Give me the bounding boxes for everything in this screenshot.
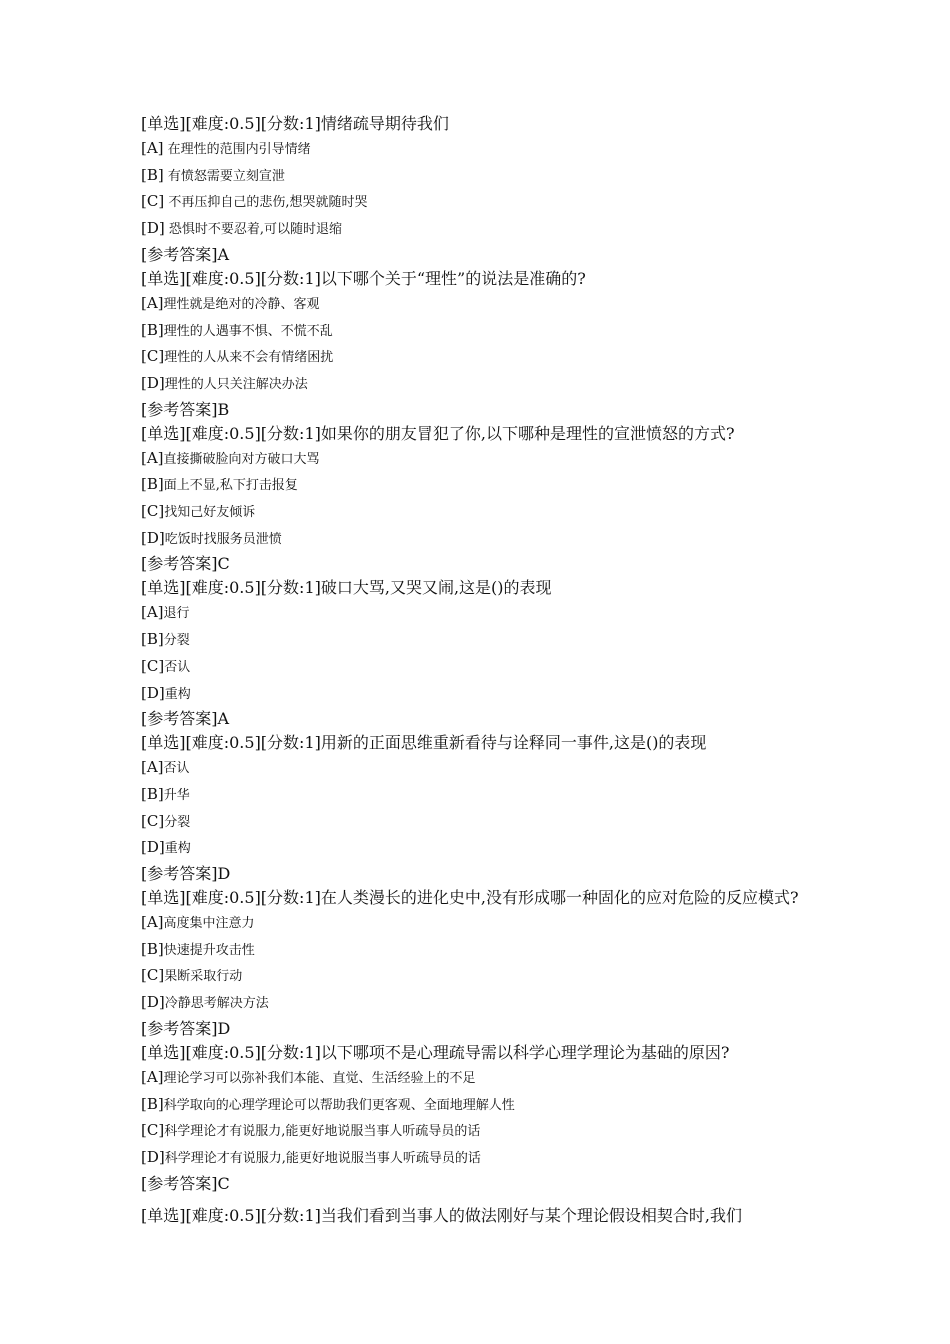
question-stem-truncated: [单选][难度:0.5][分数:1]当我们看到当事人的做法刚好与某个理论假设相契合时,我们 [141, 1205, 742, 1225]
option-c: [C]理性的人从来不会有情绪困扰 [141, 347, 334, 366]
reference-answer: [参考答案]A [141, 709, 230, 729]
option-c: [C]找知己好友倾诉 [141, 502, 256, 521]
option-c: [C]科学理论才有说服力,能更好地说服当事人听疏导员的话 [141, 1121, 481, 1140]
option-d: [D]冷静思考解决方法 [141, 993, 269, 1012]
option-d: [D]吃饭时找服务员泄愤 [141, 528, 282, 547]
option-a: [A]理论学习可以弥补我们本能、直觉、生活经验上的不足 [141, 1067, 476, 1086]
option-b: [B]科学取向的心理学理论可以帮助我们更客观、全面地理解人性 [141, 1094, 515, 1113]
question-block [141, 886, 821, 1041]
option-d: [D]重构 [141, 683, 191, 702]
question-stem: [单选][难度:0.5][分数:1]以下哪项不是心理疏导需以科学心理学理论为基础的原因? [141, 1042, 730, 1062]
question-block [141, 422, 821, 577]
reference-answer: [参考答案]A [141, 244, 230, 264]
question-block [141, 731, 821, 886]
reference-answer: [参考答案]D [141, 864, 231, 884]
question-stem: [单选][难度:0.5][分数:1]情绪疏导期待我们 [141, 114, 449, 133]
option-d: [D]科学理论才有说服力,能更好地说服当事人听疏导员的话 [141, 1147, 481, 1166]
option-a: [A]理性就是绝对的冷静、客观 [141, 293, 320, 312]
option-c: [C]果断采取行动 [141, 966, 243, 985]
question-stem: [单选][难度:0.5][分数:1]在人类漫长的进化史中,没有形成哪一种固化的应对危险的反应模式? [141, 888, 799, 908]
option-a: [A] 在理性的范围内引导情绪 [141, 139, 311, 157]
option-d: [D] 恐惧时不要忍着,可以随时退缩 [141, 219, 342, 238]
question-block [141, 112, 821, 267]
question-block [141, 1041, 821, 1196]
option-d: [D]理性的人只关注解决办法 [141, 373, 308, 392]
option-a: [A]退行 [141, 603, 190, 622]
option-a: [A]否认 [141, 758, 190, 777]
option-c: [C] 不再压抑自己的悲伤,想哭就随时哭 [141, 192, 368, 211]
reference-answer: [参考答案]B [141, 399, 230, 419]
option-c: [C]分裂 [141, 811, 191, 830]
option-d: [D]重构 [141, 838, 191, 857]
question-stem: [单选][难度:0.5][分数:1]如果你的朋友冒犯了你,以下哪种是理性的宣泄愤怒的方式? [141, 423, 735, 443]
reference-answer: [参考答案]D [141, 1018, 231, 1038]
question-stem: [单选][难度:0.5][分数:1]用新的正面思维重新看待与诠释同一事件,这是()的表现 [141, 733, 707, 753]
option-b: [B]快速提升攻击性 [141, 939, 255, 958]
question-list [141, 112, 821, 1228]
option-c: [C]否认 [141, 656, 191, 675]
question-stem: [单选][难度:0.5][分数:1]以下哪个关于“理性”的说法是准确的? [141, 268, 586, 288]
option-b: [B] 有愤怒需要立刻宣泄 [141, 165, 285, 184]
question-stem: [单选][难度:0.5][分数:1]破口大骂,又哭又闹,这是()的表现 [141, 578, 552, 598]
reference-answer: [参考答案]C [141, 554, 230, 574]
option-a: [A]直接撕破脸向对方破口大骂 [141, 448, 320, 467]
reference-answer: [参考答案]C [141, 1173, 230, 1193]
option-b: [B]升华 [141, 784, 190, 803]
question-block [141, 576, 821, 731]
question-block [141, 267, 821, 422]
option-a: [A]高度集中注意力 [141, 913, 255, 932]
option-b: [B]分裂 [141, 630, 190, 649]
option-b: [B]理性的人遇事不惧、不慌不乱 [141, 320, 333, 339]
option-b: [B]面上不显,私下打击报复 [141, 475, 298, 494]
